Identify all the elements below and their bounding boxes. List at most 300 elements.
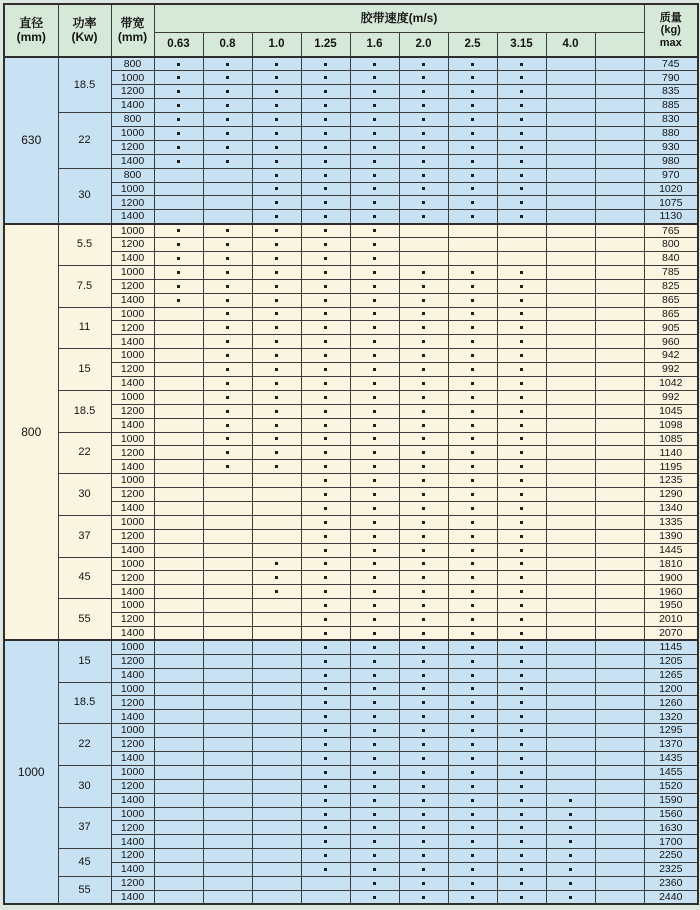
speed-dot-cell xyxy=(154,126,203,140)
availability-dot-icon xyxy=(422,90,425,93)
speed-dot-cell xyxy=(301,515,350,529)
availability-dot-icon xyxy=(471,187,474,190)
speed-dot-cell xyxy=(252,779,301,793)
speed-dot-cell xyxy=(448,515,497,529)
power-cell: 37 xyxy=(58,807,111,849)
availability-dot-icon xyxy=(422,382,425,385)
band-cell: 1400 xyxy=(111,154,154,168)
band-cell: 1200 xyxy=(111,238,154,252)
speed-dot-cell xyxy=(448,321,497,335)
availability-dot-icon xyxy=(373,76,376,79)
speed-dot-cell xyxy=(595,335,644,349)
mass-cell: 2440 xyxy=(644,890,698,904)
table-row xyxy=(4,640,698,654)
speed-dot-cell xyxy=(154,502,203,516)
mass-cell: 1630 xyxy=(644,821,698,835)
band-cell: 1000 xyxy=(111,71,154,85)
availability-dot-icon xyxy=(373,576,376,579)
availability-dot-icon xyxy=(324,90,327,93)
speed-dot-cell xyxy=(203,99,252,113)
speed-dot-cell xyxy=(399,71,448,85)
speed-dot-cell xyxy=(252,140,301,154)
availability-dot-icon xyxy=(226,285,229,288)
speed-dot-cell xyxy=(252,196,301,210)
speed-dot-cell xyxy=(399,640,448,654)
availability-dot-icon xyxy=(422,521,425,524)
mass-cell: 980 xyxy=(644,154,698,168)
availability-dot-icon xyxy=(177,299,180,302)
speed-dot-cell xyxy=(203,793,252,807)
availability-dot-icon xyxy=(324,562,327,565)
speed-dot-cell xyxy=(497,571,546,585)
availability-dot-icon xyxy=(520,424,523,427)
availability-dot-icon xyxy=(520,660,523,663)
speed-dot-cell xyxy=(497,807,546,821)
band-cell: 1400 xyxy=(111,293,154,307)
band-cell: 1400 xyxy=(111,543,154,557)
band-cell: 1400 xyxy=(111,863,154,877)
speed-dot-cell xyxy=(252,154,301,168)
speed-dot-cell xyxy=(203,307,252,321)
speed-dot-cell xyxy=(399,182,448,196)
speed-dot-cell xyxy=(546,349,595,363)
speed-dot-cell xyxy=(350,307,399,321)
mass-cell: 825 xyxy=(644,279,698,293)
mass-cell: 992 xyxy=(644,363,698,377)
availability-dot-icon xyxy=(324,840,327,843)
speed-dot-cell xyxy=(399,613,448,627)
availability-dot-icon xyxy=(520,840,523,843)
speed-dot-cell xyxy=(595,599,644,613)
availability-dot-icon xyxy=(177,160,180,163)
speed-dot-cell xyxy=(301,113,350,127)
band-cell: 1400 xyxy=(111,460,154,474)
band-cell: 1200 xyxy=(111,321,154,335)
availability-dot-icon xyxy=(520,201,523,204)
speed-dot-cell xyxy=(399,474,448,488)
availability-dot-icon xyxy=(275,326,278,329)
speed-dot-cell xyxy=(154,71,203,85)
availability-dot-icon xyxy=(569,840,572,843)
speed-dot-cell xyxy=(399,585,448,599)
availability-dot-icon xyxy=(275,118,278,121)
speed-dot-cell xyxy=(350,543,399,557)
speed-dot-cell xyxy=(350,210,399,224)
speed-dot-cell xyxy=(252,307,301,321)
speed-dot-cell xyxy=(448,404,497,418)
speed-dot-cell xyxy=(203,654,252,668)
mass-cell: 830 xyxy=(644,113,698,127)
speed-dot-cell xyxy=(203,460,252,474)
speed-dot-cell xyxy=(595,293,644,307)
speed-dot-cell xyxy=(154,668,203,682)
availability-dot-icon xyxy=(177,257,180,260)
speed-dot-cell xyxy=(154,585,203,599)
availability-dot-icon xyxy=(471,410,474,413)
mass-cell: 1590 xyxy=(644,793,698,807)
speed-dot-cell xyxy=(252,640,301,654)
power-cell: 30 xyxy=(58,474,111,516)
speed-dot-cell xyxy=(399,168,448,182)
speed-dot-cell xyxy=(546,126,595,140)
availability-dot-icon xyxy=(275,146,278,149)
speed-dot-cell xyxy=(448,557,497,571)
speed-dot-cell xyxy=(595,585,644,599)
speed-col-header-2.0: 2.0 xyxy=(399,32,448,57)
availability-dot-icon xyxy=(422,396,425,399)
speed-dot-cell xyxy=(203,154,252,168)
speed-dot-cell xyxy=(252,335,301,349)
speed-dot-cell xyxy=(350,571,399,585)
speed-dot-cell xyxy=(448,376,497,390)
speed-dot-cell xyxy=(203,474,252,488)
mass-cell: 1130 xyxy=(644,210,698,224)
availability-dot-icon xyxy=(520,437,523,440)
availability-dot-icon xyxy=(275,285,278,288)
speed-col-header-4.0: 4.0 xyxy=(546,32,595,57)
availability-dot-icon xyxy=(373,799,376,802)
speed-dot-cell xyxy=(301,502,350,516)
speed-dot-cell xyxy=(154,571,203,585)
availability-dot-icon xyxy=(275,215,278,218)
availability-dot-icon xyxy=(422,771,425,774)
speed-col-header-3.15: 3.15 xyxy=(497,32,546,57)
speed-dot-cell xyxy=(154,460,203,474)
speed-dot-cell xyxy=(546,113,595,127)
speed-dot-cell xyxy=(448,140,497,154)
speed-dot-cell xyxy=(497,57,546,71)
speed-dot-cell xyxy=(350,404,399,418)
speed-dot-cell xyxy=(301,654,350,668)
speed-dot-cell xyxy=(546,182,595,196)
availability-dot-icon xyxy=(275,257,278,260)
power-cell: 45 xyxy=(58,849,111,877)
availability-dot-icon xyxy=(324,660,327,663)
mass-cell: 960 xyxy=(644,335,698,349)
speed-dot-cell xyxy=(203,696,252,710)
availability-dot-icon xyxy=(324,521,327,524)
speed-dot-cell xyxy=(252,599,301,613)
availability-dot-icon xyxy=(520,813,523,816)
availability-dot-icon xyxy=(471,562,474,565)
speed-dot-cell xyxy=(350,529,399,543)
speed-dot-cell xyxy=(448,807,497,821)
speed-dot-cell xyxy=(399,238,448,252)
availability-dot-icon xyxy=(324,785,327,788)
speed-dot-cell xyxy=(497,446,546,460)
diameter-header-line2: (mm) xyxy=(16,29,46,44)
speed-dot-cell xyxy=(350,793,399,807)
speed-dot-cell xyxy=(595,196,644,210)
speed-dot-cell xyxy=(546,835,595,849)
table-row xyxy=(4,724,698,738)
availability-dot-icon xyxy=(373,646,376,649)
speed-dot-cell xyxy=(252,835,301,849)
availability-dot-icon xyxy=(373,521,376,524)
availability-dot-icon xyxy=(373,854,376,857)
availability-dot-icon xyxy=(471,160,474,163)
band-cell: 1400 xyxy=(111,890,154,904)
availability-dot-icon xyxy=(373,271,376,274)
speed-dot-cell xyxy=(546,599,595,613)
speed-dot-cell xyxy=(497,821,546,835)
speed-dot-cell xyxy=(154,251,203,265)
band-cell: 1000 xyxy=(111,349,154,363)
speed-dot-cell xyxy=(546,390,595,404)
speed-dot-cell xyxy=(497,279,546,293)
table-row xyxy=(4,474,698,488)
availability-dot-icon xyxy=(324,493,327,496)
speed-dot-cell xyxy=(595,696,644,710)
speed-dot-cell xyxy=(252,432,301,446)
band-cell: 1000 xyxy=(111,682,154,696)
speed-dot-cell xyxy=(448,752,497,766)
speed-dot-cell xyxy=(154,779,203,793)
availability-dot-icon xyxy=(569,896,572,899)
diameter-cell: 630 xyxy=(4,57,58,224)
speed-dot-cell xyxy=(252,224,301,238)
speed-dot-cell xyxy=(154,543,203,557)
mass-cell: 1370 xyxy=(644,738,698,752)
band-cell: 1400 xyxy=(111,335,154,349)
availability-dot-icon xyxy=(226,465,229,468)
speed-dot-cell xyxy=(448,460,497,474)
band-cell: 1200 xyxy=(111,140,154,154)
availability-dot-icon xyxy=(520,215,523,218)
band-cell: 1000 xyxy=(111,640,154,654)
speed-dot-cell xyxy=(448,99,497,113)
speed-dot-cell xyxy=(448,543,497,557)
speed-dot-cell xyxy=(448,710,497,724)
mass-cell: 1810 xyxy=(644,557,698,571)
speed-dot-cell xyxy=(546,224,595,238)
speed-dot-cell xyxy=(350,279,399,293)
availability-dot-icon xyxy=(324,535,327,538)
speed-dot-cell xyxy=(252,724,301,738)
speed-dot-cell xyxy=(203,710,252,724)
availability-dot-icon xyxy=(471,840,474,843)
mass-cell: 2250 xyxy=(644,849,698,863)
band-cell: 1200 xyxy=(111,849,154,863)
availability-dot-icon xyxy=(324,743,327,746)
speed-dot-cell xyxy=(154,113,203,127)
speed-dot-cell xyxy=(595,890,644,904)
mass-cell: 1200 xyxy=(644,682,698,696)
availability-dot-icon xyxy=(324,215,327,218)
speed-dot-cell xyxy=(399,85,448,99)
availability-dot-icon xyxy=(422,549,425,552)
speed-dot-cell xyxy=(301,765,350,779)
speed-dot-cell xyxy=(497,779,546,793)
speed-dot-cell xyxy=(448,251,497,265)
availability-dot-icon xyxy=(373,826,376,829)
availability-dot-icon xyxy=(373,451,376,454)
speed-dot-cell xyxy=(399,543,448,557)
table-row xyxy=(4,807,698,821)
speed-dot-cell xyxy=(203,376,252,390)
speed-dot-cell xyxy=(546,613,595,627)
speed-dot-cell xyxy=(252,668,301,682)
availability-dot-icon xyxy=(520,132,523,135)
availability-dot-icon xyxy=(177,229,180,232)
speed-dot-cell xyxy=(448,724,497,738)
speed-dot-cell xyxy=(203,571,252,585)
mass-cell: 2070 xyxy=(644,627,698,641)
speed-dot-cell xyxy=(301,863,350,877)
speed-dot-cell xyxy=(252,863,301,877)
availability-dot-icon xyxy=(324,604,327,607)
speed-dot-cell xyxy=(546,293,595,307)
speed-dot-cell xyxy=(595,488,644,502)
speed-dot-cell xyxy=(301,390,350,404)
speed-dot-cell xyxy=(595,460,644,474)
availability-dot-icon xyxy=(275,174,278,177)
speed-dot-cell xyxy=(546,335,595,349)
speed-dot-cell xyxy=(203,585,252,599)
speed-dot-cell xyxy=(448,390,497,404)
speed-dot-cell xyxy=(595,446,644,460)
speed-dot-cell xyxy=(497,404,546,418)
speed-dot-cell xyxy=(448,571,497,585)
speed-dot-cell xyxy=(497,890,546,904)
speed-dot-cell xyxy=(448,682,497,696)
availability-dot-icon xyxy=(520,771,523,774)
speed-dot-cell xyxy=(301,376,350,390)
availability-dot-icon xyxy=(520,576,523,579)
speed-dot-cell xyxy=(252,738,301,752)
speed-dot-cell xyxy=(350,363,399,377)
availability-dot-icon xyxy=(275,576,278,579)
speed-dot-cell xyxy=(448,446,497,460)
speed-dot-cell xyxy=(399,557,448,571)
speed-dot-cell xyxy=(203,515,252,529)
availability-dot-icon xyxy=(324,382,327,385)
speed-dot-cell xyxy=(497,682,546,696)
speed-dot-cell xyxy=(448,279,497,293)
speed-dot-cell xyxy=(546,627,595,641)
speed-dot-cell xyxy=(497,613,546,627)
availability-dot-icon xyxy=(471,326,474,329)
speed-dot-cell xyxy=(546,238,595,252)
speed-dot-cell xyxy=(154,599,203,613)
availability-dot-icon xyxy=(471,493,474,496)
speed-dot-cell xyxy=(252,99,301,113)
band-cell: 1400 xyxy=(111,585,154,599)
availability-dot-icon xyxy=(520,535,523,538)
speed-dot-cell xyxy=(252,376,301,390)
speed-dot-cell xyxy=(497,640,546,654)
speed-dot-cell xyxy=(497,85,546,99)
speed-dot-cell xyxy=(546,251,595,265)
speed-dot-cell xyxy=(350,349,399,363)
availability-dot-icon xyxy=(422,312,425,315)
availability-dot-icon xyxy=(520,701,523,704)
availability-dot-icon xyxy=(373,771,376,774)
speed-dot-cell xyxy=(301,599,350,613)
speed-dot-cell xyxy=(595,376,644,390)
availability-dot-icon xyxy=(324,813,327,816)
speed-dot-cell xyxy=(350,849,399,863)
availability-dot-icon xyxy=(324,674,327,677)
mass-cell: 905 xyxy=(644,321,698,335)
speed-dot-cell xyxy=(399,140,448,154)
speed-dot-cell xyxy=(546,654,595,668)
mass-header-line2: (kg) xyxy=(660,24,681,37)
availability-dot-icon xyxy=(471,549,474,552)
speed-dot-cell xyxy=(448,113,497,127)
speed-dot-cell xyxy=(203,640,252,654)
speed-dot-cell xyxy=(350,85,399,99)
availability-dot-icon xyxy=(569,854,572,857)
speed-dot-cell xyxy=(595,654,644,668)
availability-dot-icon xyxy=(373,257,376,260)
speed-dot-cell xyxy=(546,543,595,557)
speed-dot-cell xyxy=(497,210,546,224)
availability-dot-icon xyxy=(373,63,376,66)
speed-dot-cell xyxy=(350,821,399,835)
speed-dot-cell xyxy=(399,349,448,363)
speed-dot-cell xyxy=(595,265,644,279)
availability-dot-icon xyxy=(471,604,474,607)
availability-dot-icon xyxy=(422,826,425,829)
availability-dot-icon xyxy=(324,174,327,177)
speed-dot-cell xyxy=(301,613,350,627)
speed-dot-cell xyxy=(497,515,546,529)
speed-dot-cell xyxy=(252,210,301,224)
speed-dot-cell xyxy=(203,543,252,557)
availability-dot-icon xyxy=(226,243,229,246)
speed-dot-cell xyxy=(595,99,644,113)
speed-dot-cell xyxy=(448,363,497,377)
speed-dot-cell xyxy=(203,821,252,835)
speed-dot-cell xyxy=(497,668,546,682)
availability-dot-icon xyxy=(324,285,327,288)
speed-dot-cell xyxy=(399,724,448,738)
speed-dot-cell xyxy=(252,182,301,196)
mass-cell: 1195 xyxy=(644,460,698,474)
speed-dot-cell xyxy=(301,418,350,432)
availability-dot-icon xyxy=(373,562,376,565)
speed-dot-cell xyxy=(497,585,546,599)
availability-dot-icon xyxy=(324,396,327,399)
speed-dot-cell xyxy=(203,682,252,696)
speed-dot-cell xyxy=(350,113,399,127)
availability-dot-icon xyxy=(422,493,425,496)
table-row xyxy=(4,849,698,863)
availability-dot-icon xyxy=(324,757,327,760)
mass-cell: 1042 xyxy=(644,376,698,390)
availability-dot-icon xyxy=(324,771,327,774)
availability-dot-icon xyxy=(471,132,474,135)
speed-dot-cell xyxy=(497,835,546,849)
speed-dot-cell xyxy=(301,724,350,738)
speed-dot-cell xyxy=(497,849,546,863)
speed-dot-cell xyxy=(448,793,497,807)
speed-dot-cell xyxy=(497,710,546,724)
availability-dot-icon xyxy=(226,63,229,66)
speed-dot-cell xyxy=(350,335,399,349)
availability-dot-icon xyxy=(373,132,376,135)
speed-dot-cell xyxy=(252,654,301,668)
speed-dot-cell xyxy=(497,113,546,127)
availability-dot-icon xyxy=(520,146,523,149)
speed-dot-cell xyxy=(595,543,644,557)
speed-dot-cell xyxy=(301,779,350,793)
speed-dot-cell xyxy=(203,765,252,779)
speed-dot-cell xyxy=(301,696,350,710)
availability-dot-icon xyxy=(275,104,278,107)
speed-dot-cell xyxy=(448,890,497,904)
